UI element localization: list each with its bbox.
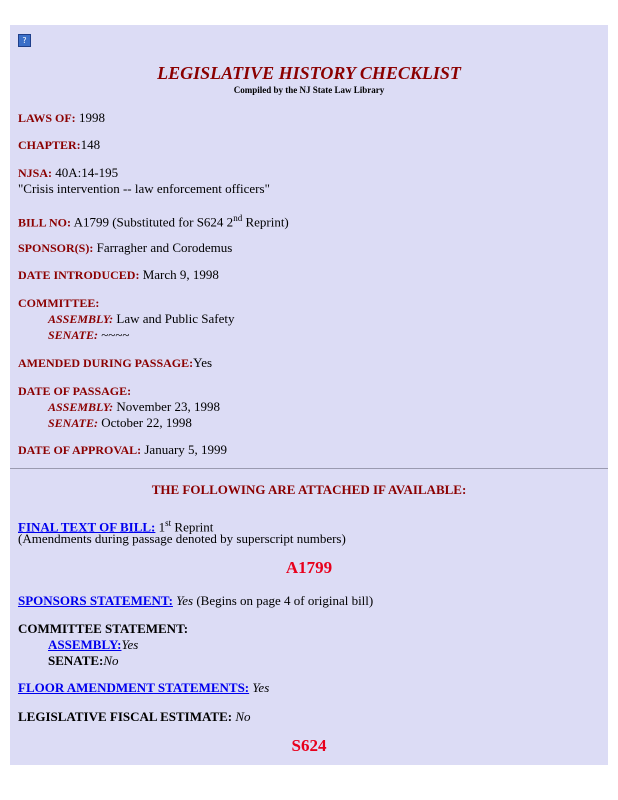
floor-amendment-link[interactable]: FLOOR AMENDMENT STATEMENTS: <box>18 680 250 695</box>
date-introduced-value: March 9, 1998 <box>142 267 219 282</box>
sponsors-statement-note: (Begins on page 4 of original bill) <box>196 593 374 608</box>
committee-statement-senate-value: No <box>103 653 119 668</box>
committee-statement-assembly-row <box>18 637 138 653</box>
passage-senate-row <box>18 415 192 431</box>
bill-s624-heading: S624 <box>291 736 327 755</box>
committee-assembly-row <box>18 311 234 327</box>
amended-row <box>18 355 212 371</box>
bill-no-row <box>18 210 289 230</box>
committee-statement-assembly-link[interactable]: ASSEMBLY: <box>48 637 122 652</box>
fiscal-estimate-label: LEGISLATIVE FISCAL ESTIMATE: <box>18 709 233 724</box>
help-icon[interactable]: ? <box>18 34 31 47</box>
page-title: LEGISLATIVE HISTORY CHECKLIST <box>157 63 461 83</box>
floor-amendment-row <box>18 680 269 696</box>
bill-no-label: BILL NO: <box>18 215 72 230</box>
date-of-approval-label: DATE OF APPROVAL: <box>18 443 142 457</box>
checklist-page <box>10 25 608 765</box>
floor-amendment-value: Yes <box>252 680 270 695</box>
sponsors-statement-row <box>18 593 373 609</box>
chapter-value: 148 <box>80 137 101 152</box>
date-of-passage-row <box>18 383 131 399</box>
committee-senate-label: SENATE: <box>48 328 99 342</box>
fiscal-estimate-value: No <box>235 709 251 724</box>
njsa-value: 40A:14-195 <box>55 165 119 180</box>
laws-of-row <box>18 110 105 126</box>
committee-statement-row <box>18 621 188 637</box>
laws-of-value: 1998 <box>78 110 105 125</box>
chapter-row <box>18 137 100 153</box>
passage-assembly-row <box>18 399 220 415</box>
chapter-label: CHAPTER: <box>18 138 81 152</box>
final-text-link[interactable]: FINAL TEXT OF BILL: <box>18 519 156 535</box>
sponsors-label: SPONSOR(S): <box>18 241 94 255</box>
sponsors-value: Farragher and Corodemus <box>96 240 233 255</box>
passage-assembly-label: ASSEMBLY: <box>48 400 114 414</box>
section-divider <box>10 468 608 469</box>
attached-heading: THE FOLLOWING ARE ATTACHED IF AVAILABLE: <box>151 482 467 497</box>
committee-assembly-label: ASSEMBLY: <box>48 312 114 326</box>
laws-of-label: LAWS OF: <box>18 111 76 125</box>
njsa-row <box>18 165 118 181</box>
passage-assembly-value: November 23, 1998 <box>116 399 221 414</box>
date-of-approval-row <box>18 442 227 458</box>
sponsors-statement-value: Yes <box>176 593 194 608</box>
final-text-value-pre: 1 <box>158 519 166 535</box>
njsa-description: "Crisis intervention -- law enforcement officers" <box>18 181 270 196</box>
committee-senate-row <box>18 327 129 343</box>
committee-statement-label: COMMITTEE STATEMENT: <box>18 621 189 636</box>
njsa-label: NJSA: <box>18 166 53 180</box>
date-introduced-row <box>18 267 219 283</box>
committee-assembly-value: Law and Public Safety <box>116 311 235 326</box>
committee-statement-senate-row <box>18 653 119 669</box>
committee-label: COMMITTEE: <box>18 296 100 310</box>
passage-senate-label: SENATE: <box>48 416 99 430</box>
bill-no-value-post: Reprint) <box>242 214 289 230</box>
passage-senate-value: October 22, 1998 <box>101 415 192 430</box>
final-text-sup: st <box>165 518 172 528</box>
amended-label: AMENDED DURING PASSAGE: <box>18 356 194 370</box>
sponsors-statement-link[interactable]: SPONSORS STATEMENT: <box>18 593 173 608</box>
bill-a1799-heading: A1799 <box>285 558 333 577</box>
sponsors-row <box>18 240 232 256</box>
final-text-note: (Amendments during passage denoted by superscript numbers) <box>18 531 346 546</box>
page-subtitle: Compiled by the NJ State Law Library <box>233 85 385 95</box>
bill-no-value-pre: A1799 (Substituted for S624 2 <box>73 214 234 230</box>
committee-senate-value: ~~~~ <box>101 327 130 342</box>
committee-statement-assembly-value: Yes <box>121 637 139 652</box>
bill-no-sup: nd <box>233 213 243 223</box>
committee-statement-senate-label: SENATE: <box>48 653 104 668</box>
final-text-value-post: Reprint <box>171 519 214 535</box>
amended-value: Yes <box>193 355 213 370</box>
date-of-approval-value: January 5, 1999 <box>144 442 228 457</box>
date-of-passage-label: DATE OF PASSAGE: <box>18 384 132 398</box>
date-introduced-label: DATE INTRODUCED: <box>18 268 140 282</box>
fiscal-estimate-row <box>18 709 251 725</box>
committee-row <box>18 295 99 311</box>
